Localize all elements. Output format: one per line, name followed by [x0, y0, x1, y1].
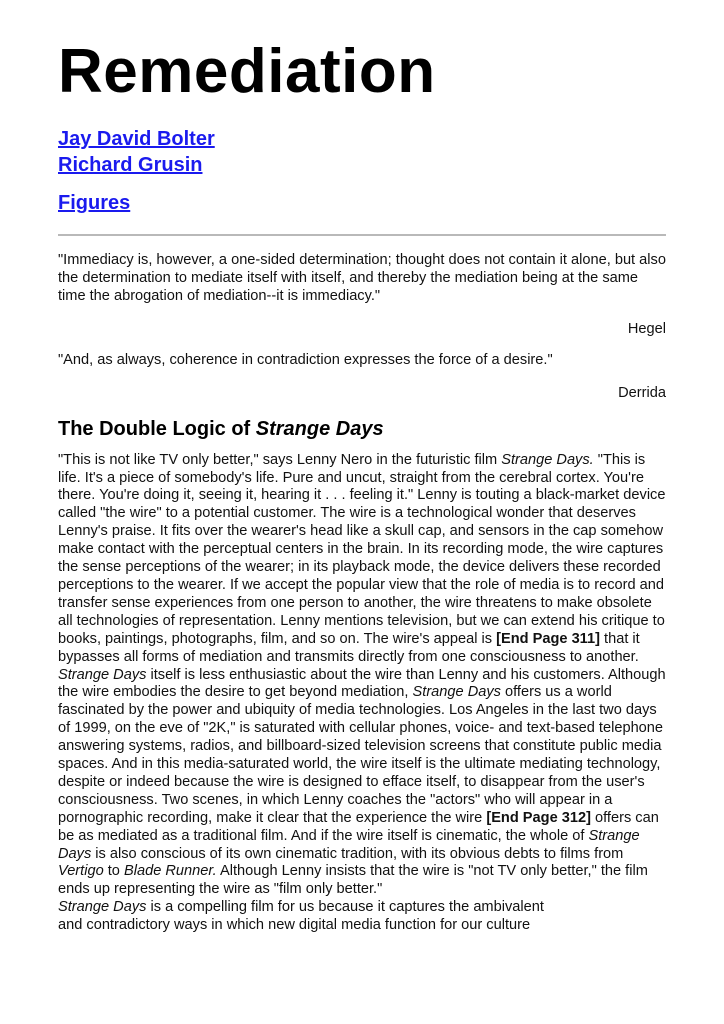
p1-film-title: Strange Days.: [501, 451, 594, 468]
author-links: [58, 126, 666, 178]
p1-text-b: "This is life. It's a piece of somebody's life. Pure and uncut, straight from the cerebral cortex. You're there. You're doing it, seeing it, hearing it . . . feeling it." Lenny is touting a black-market device called "the wire" to a potential customer. The wire is a technological wonder that deserves Lenny's praise. It fits over the wearer's head like a skull cap, and sensors in the cap somehow make contact with the perceptual centers in the brain. In its recording mode, the wire captures the sense perceptions of the wearer; in its playback mode, the device delivers these recorded perceptions to the wearer. If we accept the popular view that the role of media is to record and transfer sense experiences from one person to another, the wire threatens to make obsolete all technologies of representation. Lenny mentions television, but we can extend his critique to books, paintings, photographs, film, and so on. The wire's appeal is: [58, 451, 666, 647]
section-heading: [58, 416, 666, 442]
p1-text-a: "This is not like TV only better," says Lenny Nero in the futuristic film: [58, 451, 502, 468]
p2-text-b: offers us a world fascinated by the power and ubiquity of media technologies. Los Angeles in the last two days of 1999, on the eve of "2K," is saturated with cellular phones, voice- and text-based telephone answering systems, radios, and billboard-sized television screens that constitute public media spaces. And in this media-saturated world, the wire itself is the ultimate mediating technology, despite or indeed because the wire is designed to efface itself, to disappear from the user's consciousness. Two scenes, in which Lenny coaches the "actors" who will appear in a pornographic recording, make it clear that the experience the wire: [58, 684, 664, 826]
p2-film-title-1: Strange Days: [58, 666, 147, 683]
p3-film-title: Strange Days: [58, 899, 147, 916]
divider: [58, 234, 666, 236]
p2-page-marker: [End Page 312]: [486, 809, 591, 826]
figures-link[interactable]: Figures: [58, 192, 131, 214]
p2-film-title-2: Strange Days: [412, 684, 501, 701]
p2-text-a: itself is less enthusiastic about the wire than Lenny and his customers. Although the wire embodies the desire to get beyond mediation,: [58, 666, 666, 701]
p2-text-d: is also conscious of its own cinematic tradition, with its obvious debts to films from: [91, 845, 624, 862]
section-heading-prefix: The Double Logic of: [58, 417, 256, 440]
paragraph-2: [58, 667, 666, 900]
epigraph-author-derrida: Derrida: [618, 384, 666, 401]
author-link-grusin[interactable]: Richard Grusin: [58, 154, 203, 176]
p2-text-f: Although Lenny insists that the wire is "not TV only better," the film ends up representing the wire as "film only better.": [58, 863, 648, 898]
p1-page-marker: [End Page 311]: [496, 630, 600, 647]
author-link-bolter[interactable]: Jay David Bolter: [58, 128, 215, 150]
paragraph-1: [58, 452, 666, 667]
section-heading-film: Strange Days: [255, 417, 384, 440]
p2-film-title-3: Strange Days: [58, 827, 640, 862]
p2-text-e: to: [103, 863, 124, 880]
p2-film-title-vertigo: Vertigo: [58, 863, 104, 880]
epigraph-author-hegel: Hegel: [627, 320, 666, 337]
p3-text-b: and contradictory ways in which new digital media function for our culture: [58, 917, 531, 934]
figures-section: [58, 190, 666, 216]
page-title: Remediation: [58, 37, 436, 106]
p2-text-c: offers can be as mediated as a traditional film. And if the wire itself is cinematic, the whole of: [58, 809, 659, 844]
p3-text-a: is a compelling film for us because it captures the ambivalent: [146, 899, 544, 916]
epigraph-quote-hegel: "Immediacy is, however, a one-sided determination; thought does not contain it alone, but also the determination to mediate itself with itself, and thereby the mediation being at the same time the abrogation of mediation--it is immediacy.": [58, 252, 666, 304]
epigraph-quote-derrida: "And, as always, coherence in contradiction expresses the force of a desire.": [58, 351, 553, 368]
paragraph-3: [58, 899, 666, 935]
p2-film-title-blade-runner: Blade Runner.: [123, 863, 217, 880]
p1-text-c: that it bypasses all forms of mediation and transmits directly from one consciousness to another.: [58, 630, 640, 665]
